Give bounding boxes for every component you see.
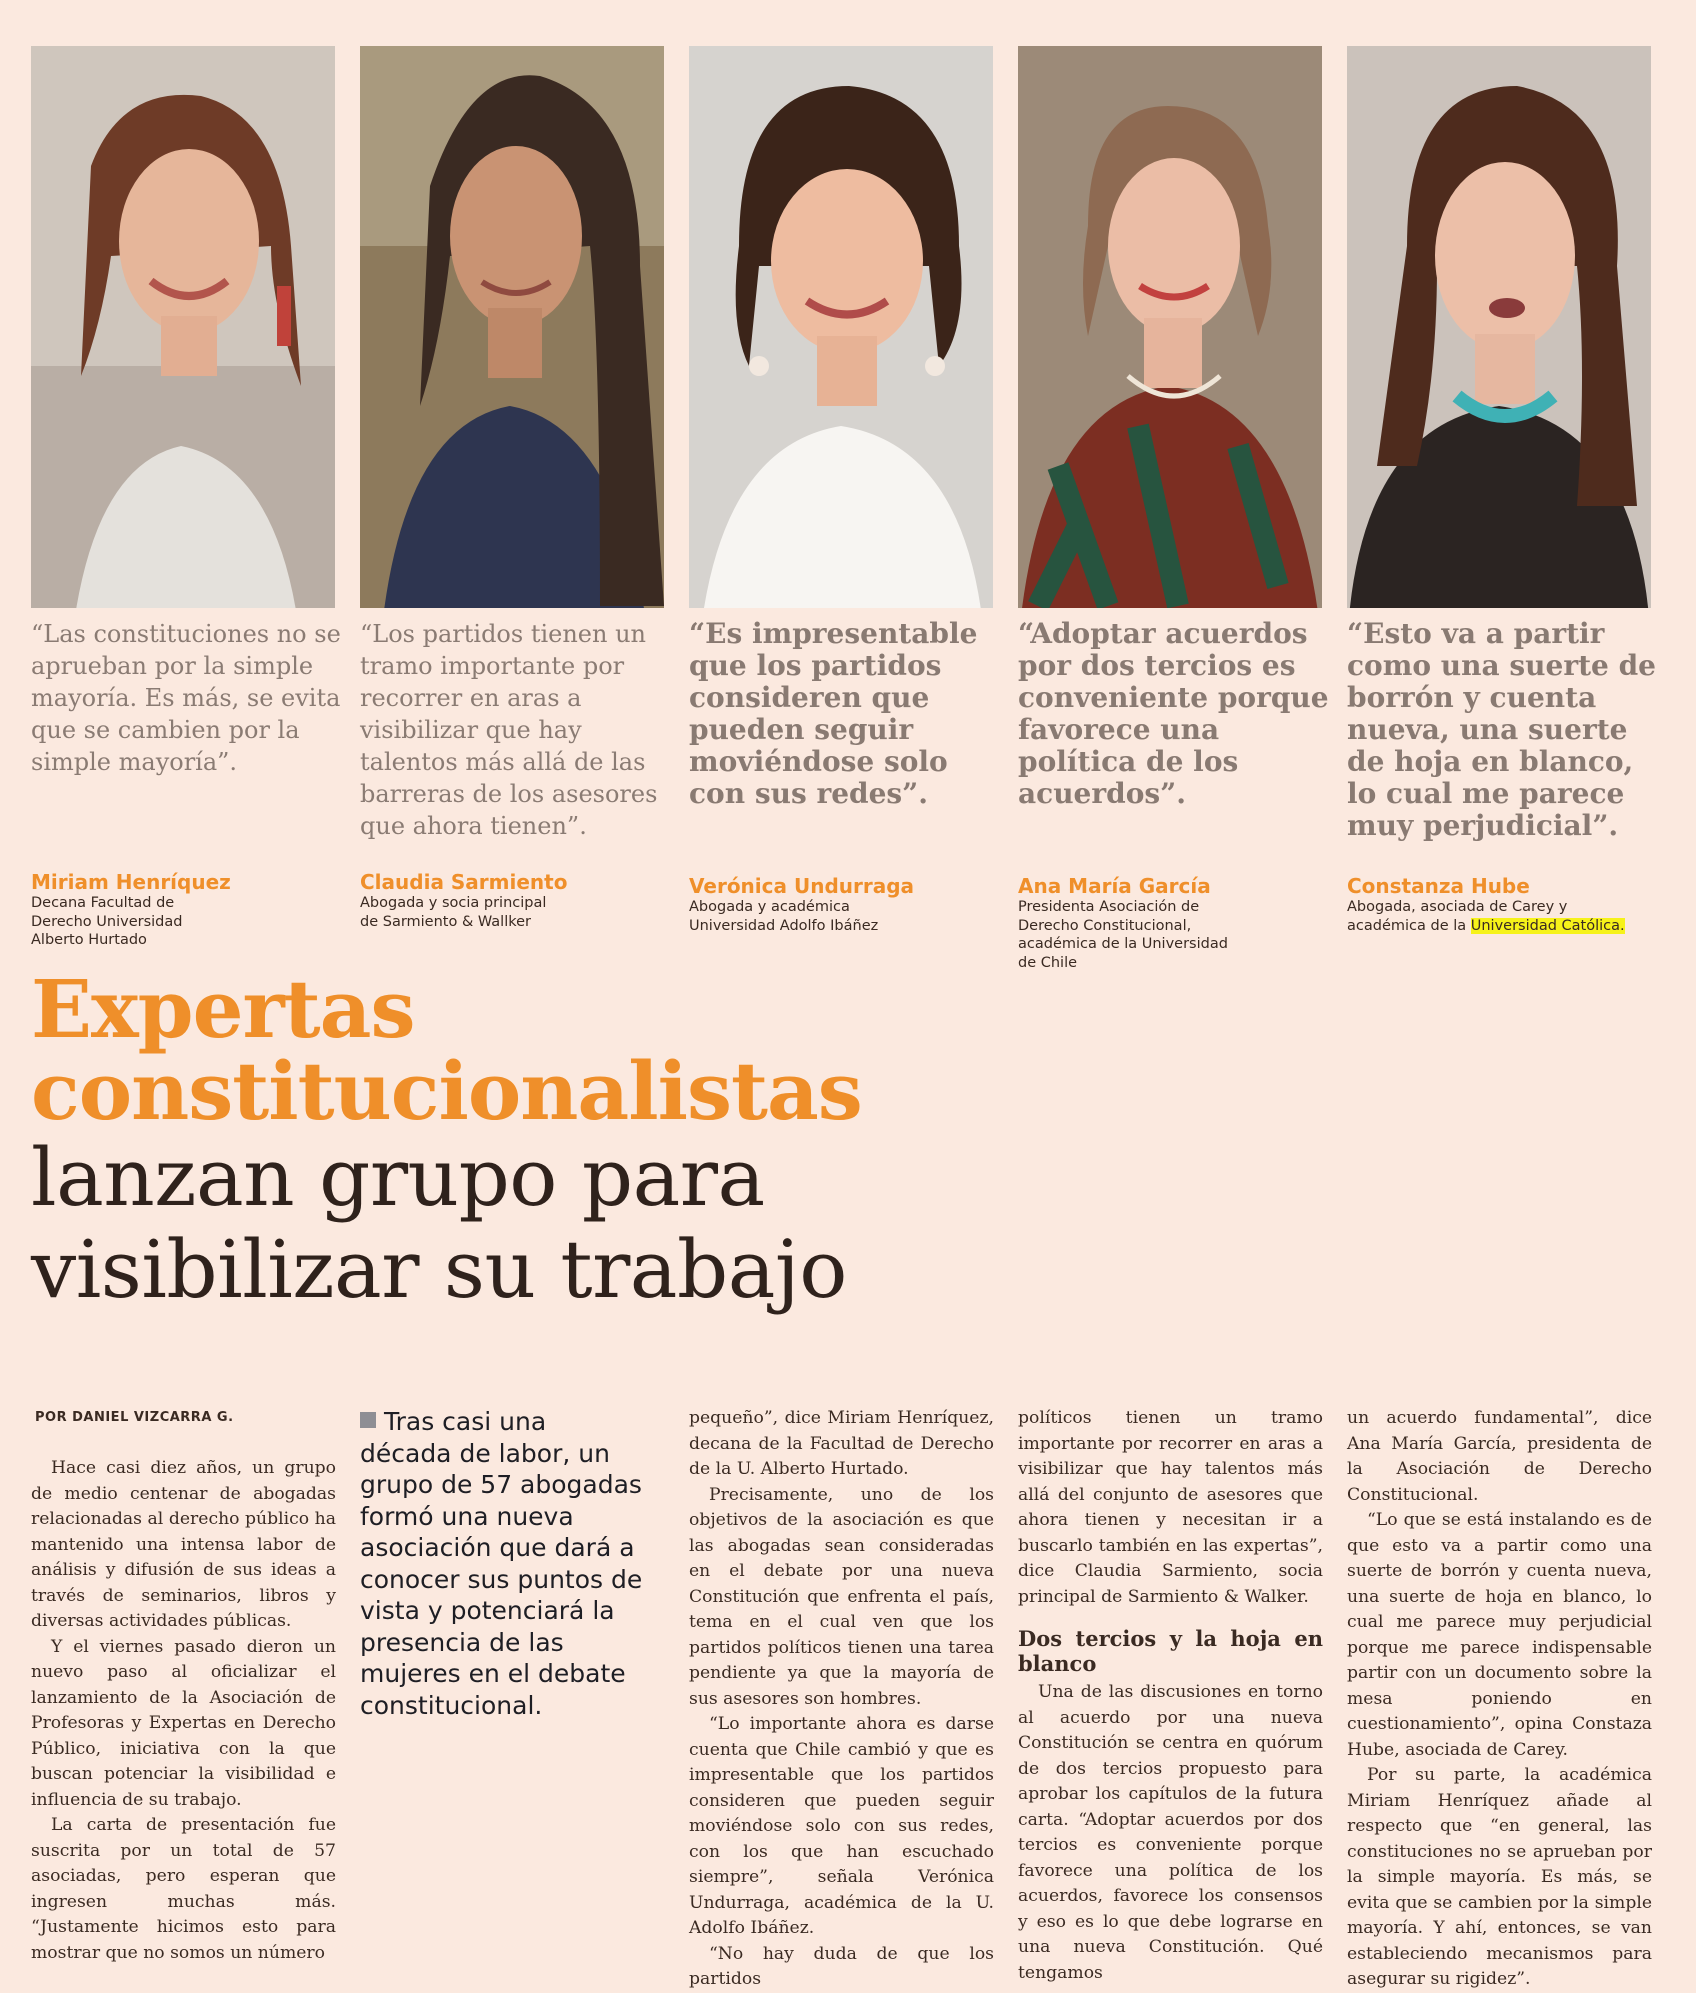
person-role-text: Abogada, asociada de Carey y académica de la bbox=[1347, 899, 1568, 934]
pull-quote-5: “Esto va a partir como una suerte de borrón y cuenta nueva, una suerte de hoja en blanco, lo cual me parece muy perjudicial”. bbox=[1347, 617, 1656, 842]
person-name: Constanza Hube bbox=[1347, 874, 1530, 898]
body-paragraph: Una de las discusiones en torno al acuerdo por una nueva Constitución se centra en quórum de dos tercios propuesto para aprobar los capítulos de la futura carta. “Adoptar acuerdos por dos tercios es conveniente porque favorece una política de los acuerdos, favorece los consensos y eso es lo que debe lograrse en una nueva Constitución. Qué tengamos bbox=[1018, 1682, 1323, 1983]
person-caption-5 bbox=[1347, 874, 1659, 935]
person-caption-3 bbox=[689, 874, 1001, 935]
body-paragraph: Y el viernes pasado dieron un nuevo paso al oficializar el lanzamiento de la Asociación de Profesoras y Expertas en Derecho Público, iniciativa con la que buscan potenciar la visibilidad e influencia de su trabajo. bbox=[31, 1636, 336, 1810]
portrait-photo-miriam-henriquez bbox=[31, 46, 335, 608]
person-role: Presidenta Asociación de Derecho Constitucional, académica de la Universidad de Chile bbox=[1018, 899, 1228, 971]
person-role: Abogada y socia principal de Sarmiento & Wallker bbox=[360, 895, 547, 930]
headline-line-4: visibilizar su trabajo bbox=[31, 1223, 847, 1316]
body-paragraph: políticos tienen un tramo importante por recorrer en aras a visibilizar que hay talentos más allá del conjunto de asesores que ahora tienen y necesitan ir a buscarlo también en las expertas”, dice Claudia Sarmiento, socia principal de Sarmiento & Walker. bbox=[1018, 1408, 1323, 1607]
portrait-photo-constanza-hube bbox=[1347, 46, 1651, 608]
person-role: Decana Facultad de Derecho Universidad Alberto Hurtado bbox=[31, 895, 183, 948]
pull-quote-1: “Las constituciones no se aprueban por la simple mayoría. Es más, se evita que se cambien por la simple mayoría”. bbox=[31, 620, 341, 776]
pull-quote-3: “Es impresentable que los partidos consideren que pueden seguir moviéndose solo con sus redes”. bbox=[689, 617, 978, 810]
person-name: Ana María García bbox=[1018, 874, 1211, 898]
body-paragraph: Hace casi diez años, un grupo de medio centenar de abogadas relacionadas al derecho público ha mantenido una intensa labor de análisis y difusión de sus ideas a través de seminarios, libros y diversas actividades públicas. bbox=[31, 1458, 336, 1631]
highlighted-university: Universidad Católica. bbox=[1470, 917, 1625, 934]
headline-line-3: lanzan grupo para bbox=[31, 1131, 765, 1224]
headline-line-2: constitucionalistas bbox=[31, 1044, 862, 1138]
person-name: Verónica Undurraga bbox=[689, 874, 915, 898]
person-caption-1 bbox=[31, 870, 343, 950]
byline: POR DANIEL VIZCARRA G. bbox=[35, 1410, 234, 1425]
bullet-square-icon bbox=[360, 1412, 376, 1428]
body-paragraph: La carta de presentación fue suscrita por un total de 57 asociadas, pero esperan que ingresen muchas más. “Justamente hicimos esto para mostrar que no somos un número bbox=[31, 1815, 336, 1963]
person-caption-2 bbox=[360, 870, 672, 931]
body-paragraph: pequeño”, dice Miriam Henríquez, decana de la Facultad de Derecho de la U. Alberto Hurtado. bbox=[689, 1408, 994, 1479]
article-lead bbox=[360, 1406, 645, 1721]
headline-line-1: Expertas bbox=[31, 962, 415, 1056]
body-paragraph: “No hay duda de que los partidos bbox=[689, 1943, 994, 1989]
person-caption-4 bbox=[1018, 874, 1330, 972]
portrait-photo-ana-maria-garcia bbox=[1018, 46, 1322, 608]
body-paragraph: Por su parte, la académica Miriam Henríquez añade al respecto que “en general, las constituciones no se aprueban por la simple mayoría. Es más, se evita que se cambien por la simple mayoría. Y ahí, entonces, se van estableciendo mecanismos para asegurar su rigidez”. bbox=[1347, 1765, 1652, 1989]
section-subheading: Dos tercios y la hoja en blanco bbox=[1018, 1626, 1323, 1676]
person-role bbox=[1347, 898, 1627, 935]
pull-quote-4: “Adoptar acuerdos por dos tercios es conveniente porque favorece una política de los acuerdos”. bbox=[1018, 617, 1329, 810]
body-column-5 bbox=[1347, 1406, 1652, 1993]
body-paragraph: un acuerdo fundamental”, dice Ana María García, presidenta de la Asociación de Derecho Constitucional. bbox=[1347, 1408, 1652, 1505]
pull-quote-2: “Los partidos tienen un tramo importante por recorrer en aras a visibilizar que hay talentos más allá de las barreras de los asesores que ahora tienen”. bbox=[360, 620, 658, 840]
person-name: Miriam Henríquez bbox=[31, 870, 231, 894]
body-paragraph: “Lo importante ahora es darse cuenta que Chile cambió y que es impresentable que los partidos consideren que pueden seguir moviéndose solo con sus redes, con los que han escuchado siempre”, señala Verónica Undurraga, académica de la U. Adolfo Ibáñez. bbox=[689, 1714, 994, 1938]
body-column-3 bbox=[689, 1406, 994, 1993]
person-role: Abogada y académica Universidad Adolfo Ibáñez bbox=[689, 899, 879, 934]
body-paragraph: “Lo que se está instalando es de que esto va a partir como una suerte de borrón y cuenta nueva, una suerte de hoja en blanco, lo cual me parece muy perjudicial porque me parece indispensable partir con un documento sobre la mesa poniendo en cuestionamiento”, opina Constaza Hube, asociada de Carey. bbox=[1347, 1510, 1652, 1760]
body-column-4 bbox=[1018, 1406, 1323, 1986]
portrait-photo-claudia-sarmiento bbox=[360, 46, 664, 608]
person-name: Claudia Sarmiento bbox=[360, 870, 568, 894]
article-headline bbox=[31, 962, 862, 1316]
lead-text: Tras casi una década de labor, un grupo de 57 abogadas formó una nueva asociación que dará a conocer sus puntos de vista y potenciará la presencia de las mujeres en el debate constitucional. bbox=[360, 1407, 643, 1720]
body-paragraph: Precisamente, uno de los objetivos de la asociación es que las abogadas sean consideradas en el debate por una nueva Constitución que enfrenta el país, tema en el cual ven que los partidos políticos tienen una tarea pendiente ya que la mayoría de sus asesores son hombres. bbox=[689, 1484, 994, 1709]
body-column-1 bbox=[31, 1456, 336, 1966]
portrait-photo-veronica-undurraga bbox=[689, 46, 993, 608]
portrait-strip bbox=[31, 46, 1651, 608]
